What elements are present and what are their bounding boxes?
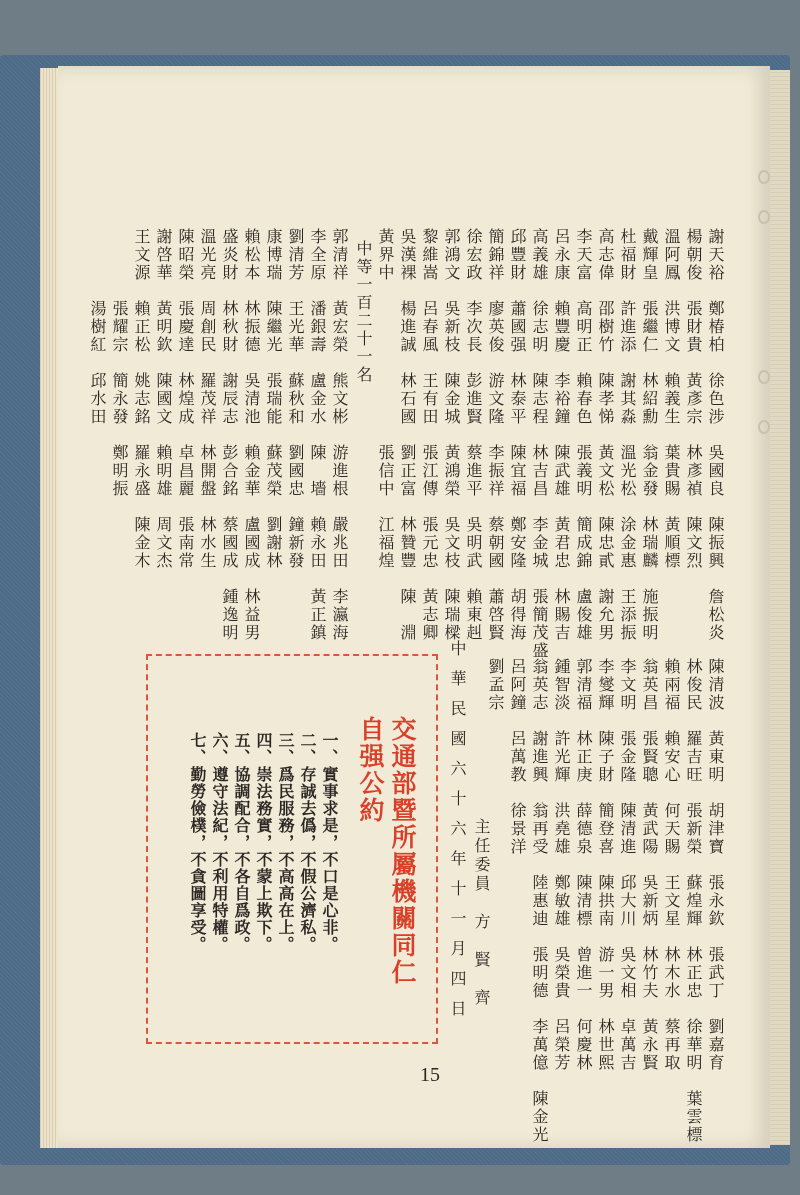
name-column: 徐宏政 李次長 彭進賢 蔡進平 吳明武 賴東赳	[464, 228, 483, 642]
name-column: 高志偉 邵樹竹 陳孝悌 黃文松 陳忠貳 謝允男	[596, 228, 615, 642]
name-column: 李文明 張金隆 陳清進 邱大川 吳文相 卓萬吉	[618, 658, 637, 1072]
code-box-subtitle: 自强公約	[356, 716, 385, 824]
name-column: 賴松本 林振德 吳清池 賴金華 盧國成 林益男	[242, 228, 261, 642]
code-rule: 二、存誠去僞，不假公濟私。	[298, 732, 317, 953]
name-column: 翁英志 謝進興 翁再受 陸惠迪 張明德 李萬億 陳金光	[530, 658, 549, 1144]
binding-rings	[756, 170, 766, 430]
name-column: 郭清福 林正庚 薛德泉 陳清標 曾進一 何慶林	[574, 658, 593, 1072]
name-column: 邱豐財 蕭國强 林泰平 陳宜福 鄭安隆 胡得海	[508, 228, 527, 642]
code-rule: 四、崇法務實，不蒙上欺下。	[254, 732, 273, 953]
name-column: 楊朝俊 張財貴 黃彥宗 林彥禎 陳文烈	[684, 228, 703, 570]
name-column: 郭鴻文 吳新枝 陳金城 黃鴻榮 吳文枝 陳瑞樑	[442, 228, 461, 642]
presenter-line: 主任委員 方 賢 齊	[472, 818, 491, 1008]
name-column: 杜福財 許進添 謝其淼 溫光松 涂金惠 王添振	[618, 228, 637, 642]
name-column: 呂永康 賴豐慶 李裕鐘 陳武雄 黃君忠 林賜吉	[552, 228, 571, 642]
name-column: 呂阿鐘 呂萬教 徐景洋	[508, 658, 527, 856]
name-column: 郭清祥 黃宏榮 熊文彬 游進根 嚴兆田 李瀛海	[330, 228, 349, 642]
name-column: 李天富 高明正 賴春色 張義明 簡成錦 盧俊雄	[574, 228, 593, 642]
code-rule: 三、爲民服務，不高高在上。	[276, 732, 295, 953]
name-column: 陳清波 黃東明 胡津寶 張永欽 張武丁 劉嘉育	[706, 658, 725, 1072]
name-column: 高義雄 徐志明 陳志程 林吉昌 李金城 張簡茂盛	[530, 228, 549, 660]
page-number: 15	[420, 1064, 440, 1086]
right-page-edge	[768, 70, 790, 1145]
name-column: 簡錦祥 廖英俊 游文隆 李振祥 蔡朝國 蕭啓賢	[486, 228, 505, 642]
name-column: 吳漢裸 楊進誠 林石國 劉正富 林贊豐 陳 淵	[398, 228, 417, 642]
code-rule: 五、協調配合，不各自爲政。	[232, 732, 251, 953]
code-rule: 七、勤勞儉樸，不貪圖享受。	[188, 732, 207, 953]
name-column: 賴兩福 賴安心 何天賜 王文星 林木水 蔡再取	[662, 658, 681, 1072]
name-column: 翁英昌 張賢聰 黃武陽 吳新炳 林竹夫 黃永賢	[640, 658, 659, 1072]
name-column: 李燮輝 陳子財 簡登喜 陳拱南 游一男 林世熙	[596, 658, 615, 1072]
name-column: 溫阿鳳 洪博文 賴義生 葉貴賜 黃順標	[662, 228, 681, 570]
name-column: 王文源 賴正松 姚志銘 羅永盛 陳金木	[132, 228, 151, 570]
name-column: 謝天裕 鄭椿柏 徐色涉 吳國良 陳振興 詹松炎	[706, 228, 725, 642]
name-column: 李全原 潘銀壽 盧金水 陳 墻 賴永田 黃正鎮	[308, 228, 327, 642]
section-header: 中等一百二十一名	[354, 240, 373, 384]
name-column: 康博瑞 陳繼光 張瑞能 蘇茂榮 劉謝林	[264, 228, 283, 570]
name-column: 黎維嵩 呂春風 王有田 張江傳 張元忠 黃志卿	[420, 228, 439, 642]
name-column: 戴輝皇 張繼仁 林紹勳 翁金發 林瑞麟 施振明	[640, 228, 659, 642]
code-rule: 一、實事求是，不口是心非。	[320, 732, 339, 953]
code-rule: 六、遵守法紀，不利用特權。	[210, 732, 229, 953]
name-column: 鍾智淡 許光輝 洪堯雄 鄭敏雄 吳榮貴 呂榮芳	[552, 658, 571, 1072]
name-column: 謝啓華 黃明欽 陳國文 賴明雄 周文杰	[154, 228, 173, 570]
name-column: 劉孟宗	[486, 658, 505, 712]
name-column: 張耀宗 簡永發 鄭明振	[110, 228, 129, 498]
code-box-title: 交通部暨所屬機關同仁	[388, 716, 417, 986]
name-column: 黃界中 張信中 江福煌	[376, 228, 395, 570]
date-line: 中華民國六十六年十一月四日	[448, 640, 467, 1030]
name-column: 湯樹紅 邱水田	[88, 228, 107, 426]
name-column: 劉清芳 王光華 蘇秋和 劉國忠 鐘新發	[286, 228, 305, 570]
name-column: 陳昭榮 張慶達 林煌成 卓昌麗 張南常	[176, 228, 195, 570]
name-column: 盛炎財 林秋財 謝辰志 彭合銘 蔡國成 鍾逸明	[220, 228, 239, 642]
name-column: 林俊民 羅吉旺 張新榮 蘇煌輝 林正忠 徐華明 葉雲標	[684, 658, 703, 1144]
name-column: 溫光亮 周創民 羅茂祥 林開盤 林水生	[198, 228, 217, 570]
